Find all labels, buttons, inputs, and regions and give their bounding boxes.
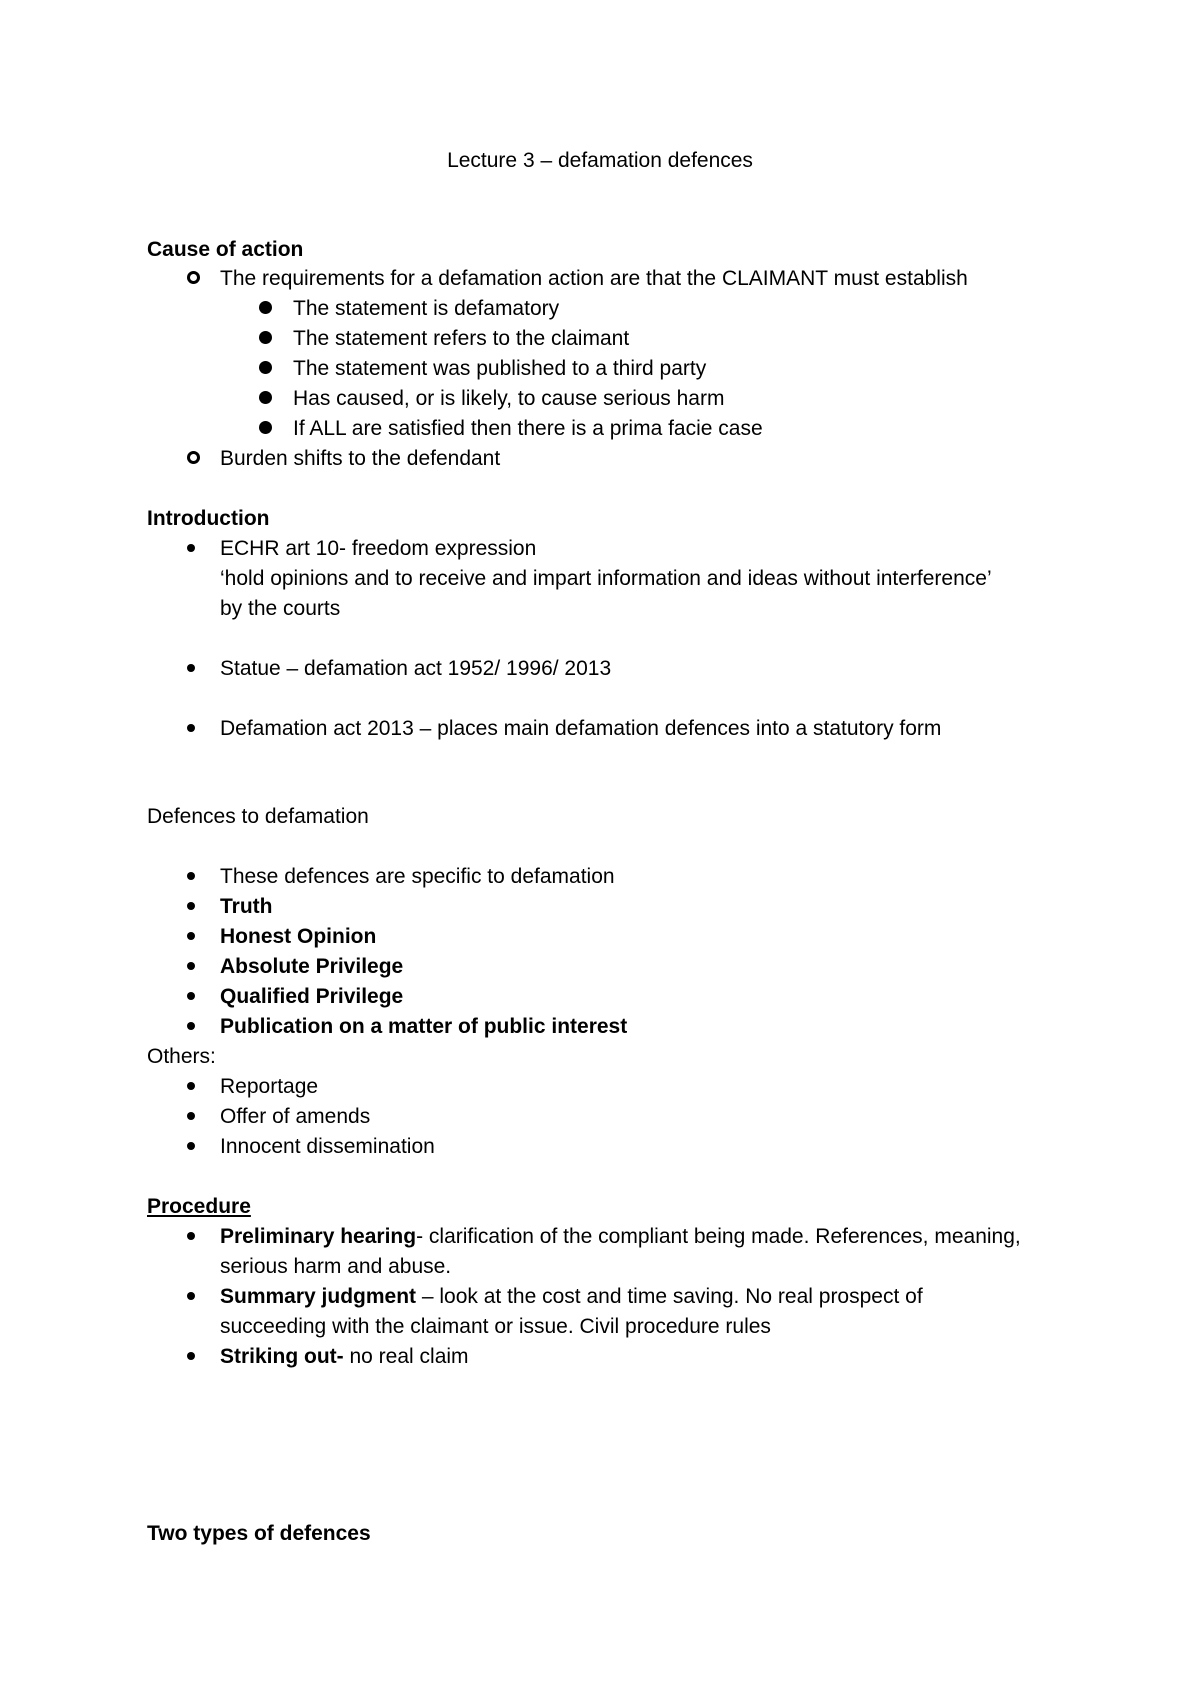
bullet-dot-icon: [187, 1352, 195, 1360]
bullet-dot-icon: [187, 664, 195, 672]
filled-circle-bullet-icon: [259, 421, 272, 434]
page-title: Lecture 3 – defamation defences: [447, 149, 753, 172]
intro-act-2013: Defamation act 2013 – places main defamation defences into a statutory form: [220, 717, 942, 740]
bullet-dot-icon: [187, 962, 195, 970]
bullet-dot-icon: [187, 872, 195, 880]
bullet-dot-icon: [187, 1112, 195, 1120]
other-defence-item: Reportage: [220, 1075, 319, 1098]
bullet-dot-icon: [187, 1142, 195, 1150]
cause-sub-item: The statement refers to the claimant: [293, 327, 630, 350]
defence-item: Publication on a matter of public interest: [220, 1015, 628, 1038]
bullet-dot-icon: [187, 544, 195, 552]
other-defence-item: Offer of amends: [220, 1105, 371, 1128]
intro-statue: Statue – defamation act 1952/ 1996/ 2013: [220, 657, 612, 680]
procedure-summary-cont: succeeding with the claimant or issue. Civil procedure rules: [220, 1315, 771, 1338]
cause-heading: Cause of action: [147, 238, 304, 261]
defences-heading: Defences to defamation: [147, 805, 369, 828]
procedure-heading: Procedure: [147, 1195, 251, 1218]
cause-sub-item: If ALL are satisfied then there is a prima facie case: [293, 417, 763, 440]
defence-item: Absolute Privilege: [220, 955, 404, 978]
hollow-circle-bullet-icon: [187, 451, 200, 464]
hollow-circle-bullet-icon: [187, 271, 200, 284]
intro-courts: by the courts: [220, 597, 341, 620]
bullet-dot-icon: [187, 902, 195, 910]
filled-circle-bullet-icon: [259, 391, 272, 404]
procedure-striking: [220, 1343, 469, 1371]
procedure-striking-text: no real claim: [343, 1345, 469, 1368]
other-defence-item: Innocent dissemination: [220, 1135, 435, 1158]
cause-item-burden: Burden shifts to the defendant: [220, 447, 501, 470]
intro-echr: ECHR art 10- freedom expression: [220, 537, 537, 560]
procedure-summary-term: Summary judgment: [220, 1285, 417, 1308]
defence-item: Truth: [220, 895, 273, 918]
defence-item: Honest Opinion: [220, 925, 377, 948]
bullet-dot-icon: [187, 1022, 195, 1030]
bullet-dot-icon: [187, 992, 195, 1000]
procedure-preliminary-cont: serious harm and abuse.: [220, 1255, 452, 1278]
others-label: Others:: [147, 1045, 216, 1068]
bullet-dot-icon: [187, 932, 195, 940]
procedure-preliminary: [220, 1223, 1021, 1251]
cause-sub-item: The statement is defamatory: [293, 297, 560, 320]
procedure-striking-term: Striking out-: [220, 1345, 344, 1368]
filled-circle-bullet-icon: [259, 361, 272, 374]
bullet-dot-icon: [187, 724, 195, 732]
cause-sub-item: The statement was published to a third party: [293, 357, 707, 380]
defence-item: Qualified Privilege: [220, 985, 404, 1008]
intro-quote: ‘hold opinions and to receive and impart information and ideas without interference’: [220, 567, 992, 590]
cause-sub-item: Has caused, or is likely, to cause serious harm: [293, 387, 725, 410]
bullet-dot-icon: [187, 1232, 195, 1240]
procedure-summary-text: – look at the cost and time saving. No real prospect of: [416, 1285, 923, 1308]
two-types-heading: Two types of defences: [147, 1522, 371, 1545]
bullet-dot-icon: [187, 1082, 195, 1090]
cause-item-requirements: The requirements for a defamation action are that the CLAIMANT must establish: [220, 267, 968, 290]
intro-heading: Introduction: [147, 507, 270, 530]
procedure-summary: [220, 1283, 923, 1311]
procedure-preliminary-term: Preliminary hearing: [220, 1225, 417, 1248]
defences-specific: These defences are specific to defamation: [220, 865, 615, 888]
procedure-preliminary-text: - clarification of the compliant being made. References, meaning,: [416, 1225, 1021, 1248]
filled-circle-bullet-icon: [259, 331, 272, 344]
bullet-dot-icon: [187, 1292, 195, 1300]
filled-circle-bullet-icon: [259, 301, 272, 314]
